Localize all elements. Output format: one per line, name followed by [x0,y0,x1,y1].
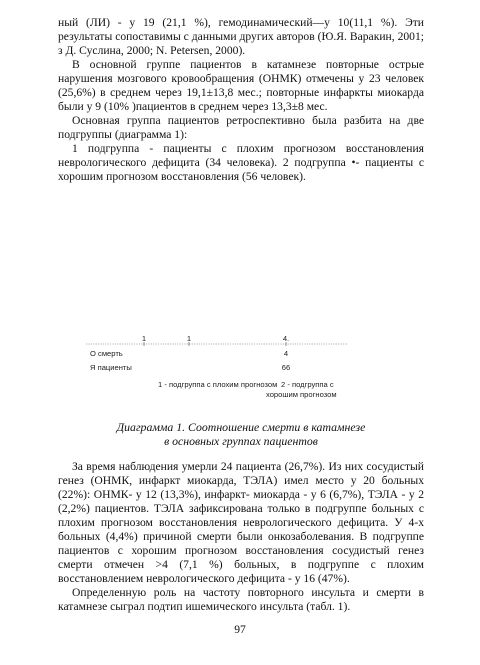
chart-tick-label: 1 [141,334,147,343]
paragraph: Основная группа пациентов ретроспективно была разбита на две подгруппы (диаграмма 1): [58,114,424,141]
body-text-bottom [58,460,424,614]
paragraph: В основной группе пациентов в катамнезе повторные острые нарушения мозгового кровообращения (ОНМК) отмечены у 23 человек (25,6%) в среднем через 19,1±13,8 мес.; повторные инфаркты миокарда были у 9 (10% )пациентов в среднем через 13,3±8 мес. [58,58,424,113]
body-text-top [58,16,424,184]
caption-line-2: в основных группах пациентов [164,434,318,448]
category-label-2: 2 - подгруппа с [281,380,334,389]
data-cell-value: 4 [283,349,289,358]
diagram-caption [58,420,424,448]
paragraph: 1 подгруппа - пациенты с плохим прогнозом восстановления неврологического дефицита (34 человека). 2 подгруппа •- пациенты с хорошим прогнозом восстановления (56 человек). [58,142,424,183]
legend-row-label: Я пациенты [90,363,132,372]
data-cell-value: 66 [281,363,291,372]
chart-tick-label: 4. [282,334,290,343]
category-label-1: 1 - подгруппа с плохим прогнозом [158,380,278,389]
paragraph: Определенную роль на частоту повторного инсульта и смерти в катамнезе сыграл подтип ишемического инсульта (табл. 1). [58,586,424,613]
legend-row-label: О смерть [90,349,123,358]
category-label-2-cont: хорошим прогнозом [266,390,337,399]
page-number: 97 [234,623,246,636]
caption-line-1: Диаграмма 1. Соотношение смерти в катамнезе [116,420,366,434]
diagram-1 [86,332,348,404]
paragraph: ный (ЛИ) - у 19 (21,1 %), гемодинамический—у 10(11,1 %). Эти результаты сопоставимы с данными других авторов (Ю.Я. Варакин, 2001; з Д. Суслина, 2000; N. Petersen, 2000). [58,16,424,57]
chart-tick-label: 1 [186,334,192,343]
paragraph: За время наблюдения умерли 24 пациента (26,7%). Из них сосудистый генез (ОНМК, инфаркт миокарда, ТЭЛА) имел место у 20 больных (22%): ОНМК- у 12 (13,3%), инфаркт- миокарда - у 6 (6,7%), ТЭЛА - у 2 (2,2%) пациентов. ТЭЛА зафиксирована только в подгруппе больных с плохим прогнозом восстановления неврологического дефицита. У 4-х больных (4,4%) причиной смерти были онкозаболевания. В подгруппе пациентов с хорошим прогнозом восстановления сосудистый генез смерти отмечен >4 (7,1 %) больных, в подгруппе с плохим восстановлением неврологического дефицита - у 16 (47%). [58,460,424,585]
